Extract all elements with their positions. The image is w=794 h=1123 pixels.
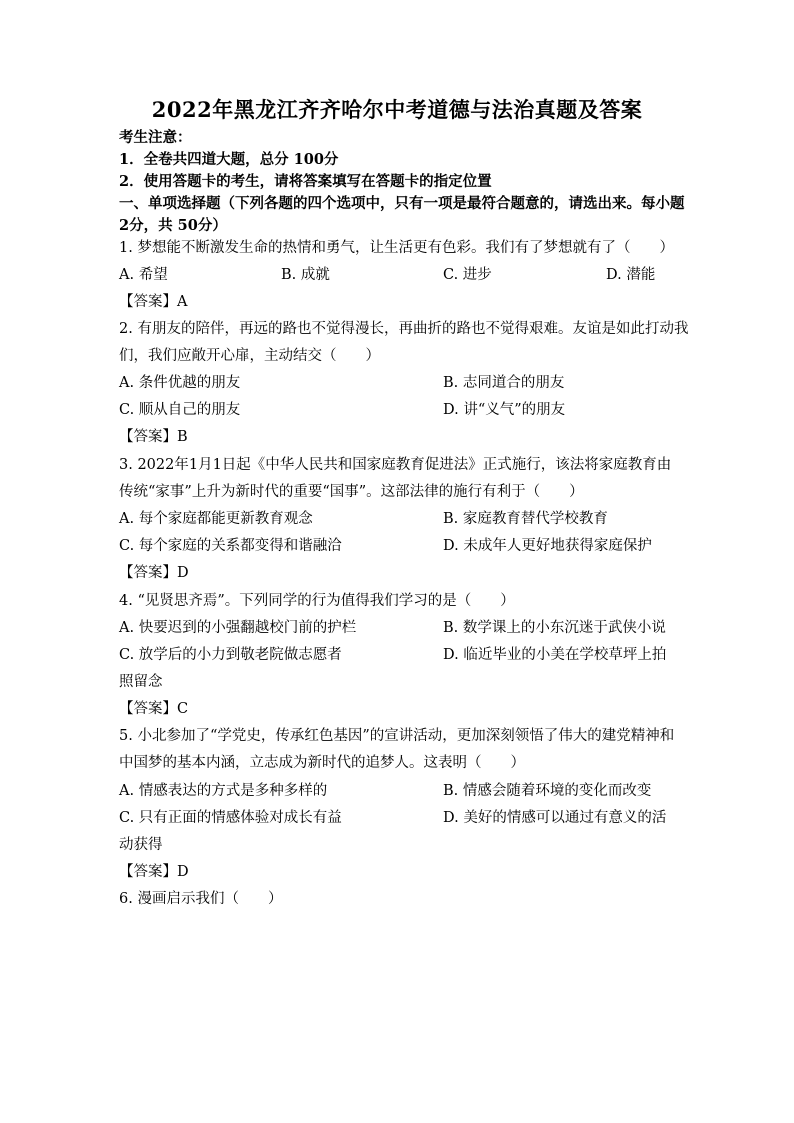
answer: 【答案】B [119, 429, 188, 445]
option-a: A. 每个家庭都能更新教育观念 [119, 511, 313, 527]
option-d-cont: 动获得 [119, 837, 163, 853]
option-d: D. 讲“义气”的朋友 [443, 402, 566, 418]
option-b: B. 家庭教育替代学校教育 [443, 511, 608, 527]
question-stem: 2. 有朋友的陪伴，再远的路也不觉得漫长，再曲折的路也不觉得艰难。友谊是如此打动我 [119, 321, 689, 337]
option-d: D. 未成年人更好地获得家庭保护 [443, 538, 652, 554]
section-heading-cont: 2分，共 50分） [119, 217, 227, 234]
answer: 【答案】A [119, 294, 188, 310]
question-stem-cont: 传统“家事”上升为新时代的重要“国事”。这部法律的施行有利于（ ） [119, 484, 584, 500]
answer: 【答案】D [119, 565, 189, 581]
option-d: D. 美好的情感可以通过有意义的活 [443, 810, 667, 826]
option-a: A. 情感表达的方式是多种多样的 [119, 783, 328, 799]
notice-heading: 考生注意： [119, 129, 192, 146]
answer: 【答案】C [119, 701, 189, 717]
question-stem: 1. 梦想能不断激发生命的热情和勇气，让生活更有色彩。我们有了梦想就有了（ ） [119, 240, 674, 256]
section-heading: 一、单项选择题（下列各题的四个选项中，只有一项是最符合题意的，请选出来。每小题 [119, 195, 685, 212]
page-title: 2022年黑龙江齐齐哈尔中考道德与法治真题及答案 [151, 97, 643, 122]
option-d: D. 临近毕业的小美在学校草坪上拍 [443, 647, 667, 663]
option-a: A. 快要迟到的小强翻越校门前的护栏 [119, 620, 357, 636]
option-c: C. 放学后的小力到敬老院做志愿者 [119, 647, 342, 663]
option-c: C. 顺从自己的朋友 [119, 402, 241, 418]
question-stem: 6. 漫画启示我们（ ） [119, 891, 283, 907]
option-c: C. 每个家庭的关系都变得和谐融洽 [119, 538, 342, 554]
option-a: A. 条件优越的朋友 [119, 375, 241, 391]
option-b: B. 数学课上的小东沉迷于武侠小说 [443, 620, 666, 636]
option-d: D. 潜能 [606, 267, 656, 283]
option-b: B. 志同道合的朋友 [443, 375, 565, 391]
question-stem: 5. 小北参加了“学党史，传承红色基因”的宣讲活动，更加深刻领悟了伟大的建党精神和 [119, 728, 675, 744]
option-b: B. 成就 [281, 267, 330, 283]
question-stem-cont: 中国梦的基本内涵，立志成为新时代的追梦人。这表明（ ） [119, 755, 525, 771]
option-d-cont: 照留念 [119, 674, 163, 690]
option-a: A. 希望 [119, 267, 168, 283]
question-stem-cont: 们，我们应敞开心扉，主动结交（ ） [119, 348, 380, 364]
option-c: C. 只有正面的情感体验对成长有益 [119, 810, 342, 826]
notice-item: 1．全卷共四道大题，总分 100分 [119, 151, 339, 168]
option-c: C. 进步 [443, 267, 492, 283]
notice-item: 2．使用答题卡的考生，请将答案填写在答题卡的指定位置 [119, 173, 492, 190]
option-b: B. 情感会随着环境的变化而改变 [443, 783, 652, 799]
answer: 【答案】D [119, 864, 189, 880]
question-stem: 4. “见贤思齐焉”。下列同学的行为值得我们学习的是（ ） [119, 593, 515, 609]
question-stem: 3. 2022年1月1日起《中华人民共和国家庭教育促进法》正式施行，该法将家庭教育由 [119, 457, 672, 473]
